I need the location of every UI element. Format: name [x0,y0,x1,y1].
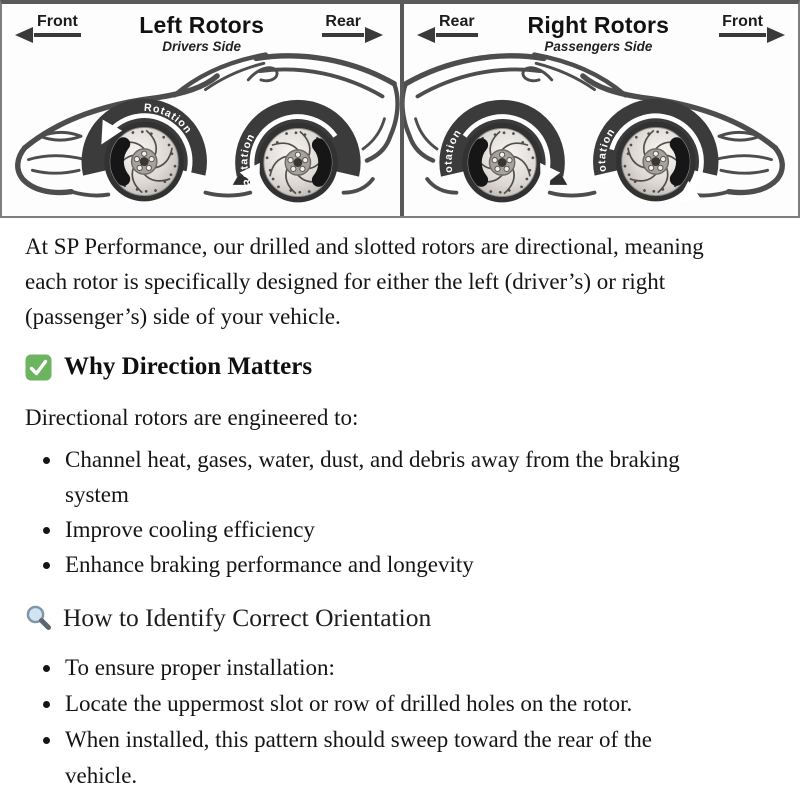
right-panel-titles [528,12,670,54]
rotation-label: Rotation [596,126,618,183]
front-direction-label [719,13,766,37]
right-panel-car [402,55,782,204]
right-arrow-icon [365,27,383,43]
rear-direction-label [436,13,478,37]
rotation-label: Rotation [143,101,195,137]
direction-text: Rear [439,13,475,30]
rear-direction-label [322,13,364,37]
direction-text: Front [722,13,763,30]
heading-text: Why Direction Matters [64,353,313,380]
right-arrow-icon [767,27,785,43]
orientation-steps-list [25,650,723,794]
article-body [0,229,800,794]
magnifying-glass-icon [25,604,53,632]
left-panel-header [4,11,394,54]
intro-paragraph: At SP Performance, our drilled and slotted rotors are directional, meaning each rotor is specifically designed for either the left (driver’s) or right (passenger’s) side of your vehicle. [25,234,704,329]
check-mark-icon [25,354,52,381]
left-panel-car [18,55,398,204]
heading-text: How to Identify Correct Orientation [63,603,432,632]
rotation-label: Rotation [238,131,258,189]
panel-divider [400,4,404,216]
panel-subtitle: Drivers Side [162,39,242,54]
lead-sentence: Directional rotors are engineered to: [25,405,359,430]
list-item: • Improve cooling efficiency [63,512,723,547]
direction-text: Rear [325,13,361,30]
direction-text: Front [37,13,78,30]
left-panel-titles [139,12,264,54]
panel-title: Right Rotors [527,12,670,38]
benefits-list [25,442,723,582]
rotation-label: Rotation [442,127,465,184]
right-panel-header [406,11,796,54]
rotor-direction-diagram [0,0,800,218]
list-item: • To ensure proper installation: [63,650,723,686]
section-heading-identify-orientation [25,599,800,637]
panel-subtitle: Passengers Side [544,39,653,54]
list-item: • Channel heat, gases, water, dust, and debris away from the braking system [63,442,723,512]
left-arrow-icon [15,27,33,43]
section-heading-why-direction-matters [25,350,800,384]
list-item: • When installed, this pattern should sweep toward the rear of the vehicle. [63,722,723,794]
left-arrow-icon [417,27,435,43]
front-direction-label [34,13,81,37]
panel-title: Left Rotors [139,12,265,38]
list-item: • Enhance braking performance and longevity [63,547,723,582]
list-item: • Locate the uppermost slot or row of drilled holes on the rotor. [63,686,723,722]
